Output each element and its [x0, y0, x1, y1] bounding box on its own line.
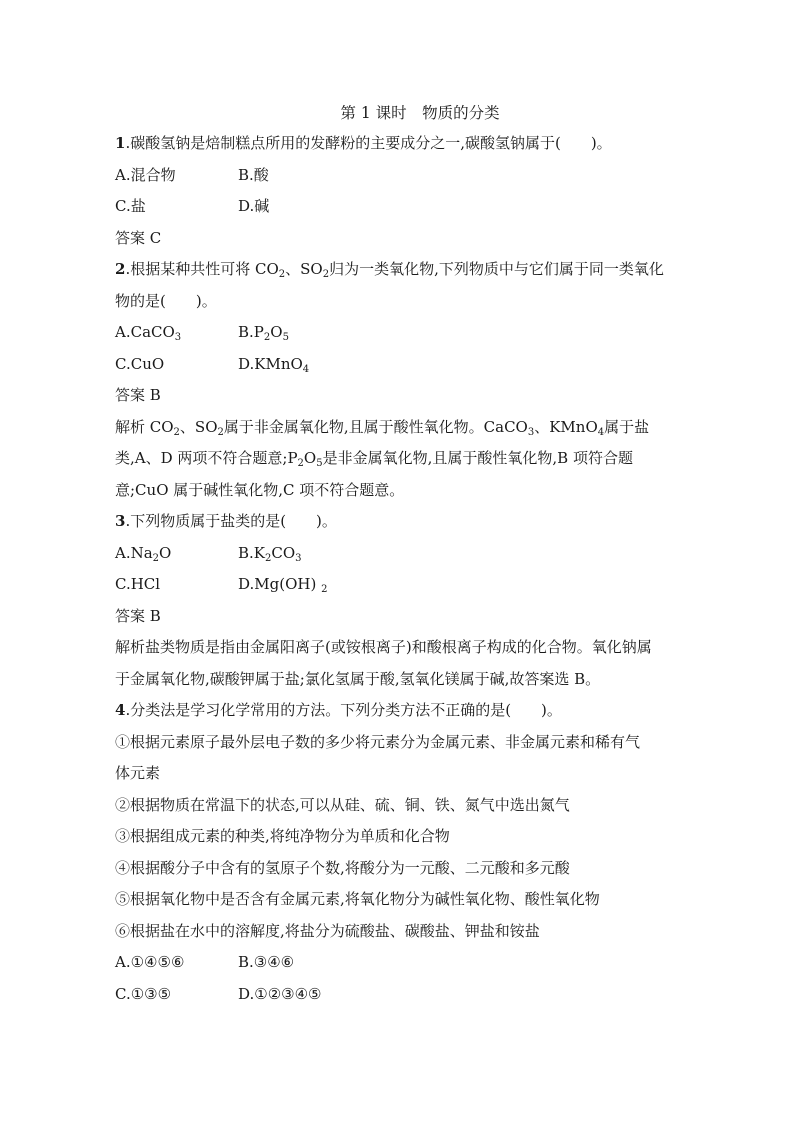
question-4-item-6: ⑥根据盐在水中的溶解度,将盐分为硫酸盐、碳酸盐、钾盐和铵盐: [115, 921, 540, 940]
document-page: [115, 98, 695, 1010]
question-2-options-row-2: [115, 349, 695, 381]
question-1-options-row-1: [115, 160, 695, 192]
question-1-answer: 答案 C: [115, 228, 162, 247]
question-4-item-4: ④根据酸分子中含有的氢原子个数,将酸分为一元酸、二元酸和多元酸: [115, 858, 570, 877]
question-2-stem: 2.根据某种共性可将 $CO_2$、$SO_2$归为一类氧化物,下列物质中与它们属于同一类氧化: [115, 260, 664, 280]
option-a: $A.Na_2O$: [115, 543, 172, 564]
question-1-stem: 1.碳酸氢钠是焙制糕点所用的发酵粉的主要成分之一,碳酸氢钠属于( )。: [115, 134, 612, 152]
option-a: A.混合物: [115, 165, 176, 184]
option-b: $B.P_2O_5$: [238, 323, 289, 343]
question-4-stem: 4.分类法是学习化学常用的方法。下列分类方法不正确的是( )。: [115, 701, 562, 719]
question-3-answer: 答案 B: [115, 606, 161, 625]
option-c: C.HCl: [115, 575, 161, 593]
option-c: C.CuO: [115, 354, 165, 373]
option-d: D.碱: [238, 197, 270, 215]
question-3-options-row-1: [115, 538, 695, 570]
question-2-stem-continued: 物的是( )。: [115, 291, 217, 310]
question-number: 4: [115, 701, 126, 719]
option-c: C.盐: [115, 197, 146, 215]
question-3-explanation-line-2: 于金属氧化物,碳酸钾属于盐;氯化氢属于酸,氢氧化镁属于碱,故答案选 B。: [115, 669, 601, 688]
option-b: B.酸: [238, 165, 269, 184]
option-b: B.③④⑥: [238, 953, 295, 971]
question-4-item-3: ③根据组成元素的种类,将纯净物分为单质和化合物: [115, 827, 450, 845]
question-1-options-row-2: [115, 191, 695, 223]
question-4-item-1: ①根据元素原子最外层电子数的多少将元素分为金属元素、非金属元素和稀有气: [115, 732, 641, 751]
question-4-item-1-continued: 体元素: [115, 764, 161, 782]
question-number: 2: [115, 260, 126, 278]
question-2-answer: 答案 B: [115, 386, 161, 404]
question-3-explanation-line-1: 解析盐类物质是指由金属阳离子(或铵根离子)和酸根离子构成的化合物。氧化钠属: [115, 638, 652, 656]
question-2-explanation-line-3: 意;CuO 属于碱性氧化物,C 项不符合题意。: [115, 480, 405, 499]
question-number: 1: [115, 134, 126, 152]
question-2-explanation-line-2: 类,A、D 两项不符合题意$;P_2O_5$是非金属氧化物,且属于酸性氧化物,B 项符合题: [115, 449, 633, 469]
question-number: 3: [115, 512, 126, 530]
option-d: D.Mg(OH) $_2$: [238, 575, 328, 595]
question-4-item-2: ②根据物质在常温下的状态,可以从硅、硫、铜、铁、氮气中选出氮气: [115, 795, 570, 814]
page-title: 第 1 课时 物质的分类: [340, 104, 500, 122]
option-b: $B.K_2CO_3$: [238, 543, 302, 564]
option-d: D.①②③④⑤: [238, 984, 322, 1003]
option-a: A.CaCO$_3$: [115, 323, 182, 343]
question-3-stem: 3.下列物质属于盐类的是( )。: [115, 512, 337, 530]
question-4-options-row-2: [115, 979, 695, 1011]
question-3-options-row-2: [115, 569, 695, 601]
question-4-options-row-1: [115, 947, 695, 979]
option-a: A.①④⑤⑥: [115, 953, 185, 971]
option-c: C.①③⑤: [115, 984, 172, 1003]
question-4-item-5: ⑤根据氧化物中是否含有金属元素,将氧化物分为碱性氧化物、酸性氧化物: [115, 890, 600, 908]
question-2-options-row-1: [115, 317, 695, 349]
option-d: D.KMnO$_4$: [238, 354, 310, 375]
question-2-explanation-line-1: 解析 $CO_2$、$SO_2$属于非金属氧化物,且属于酸性氧化物。CaCO$_3$、KMnO$_4$属于盐: [115, 417, 650, 438]
